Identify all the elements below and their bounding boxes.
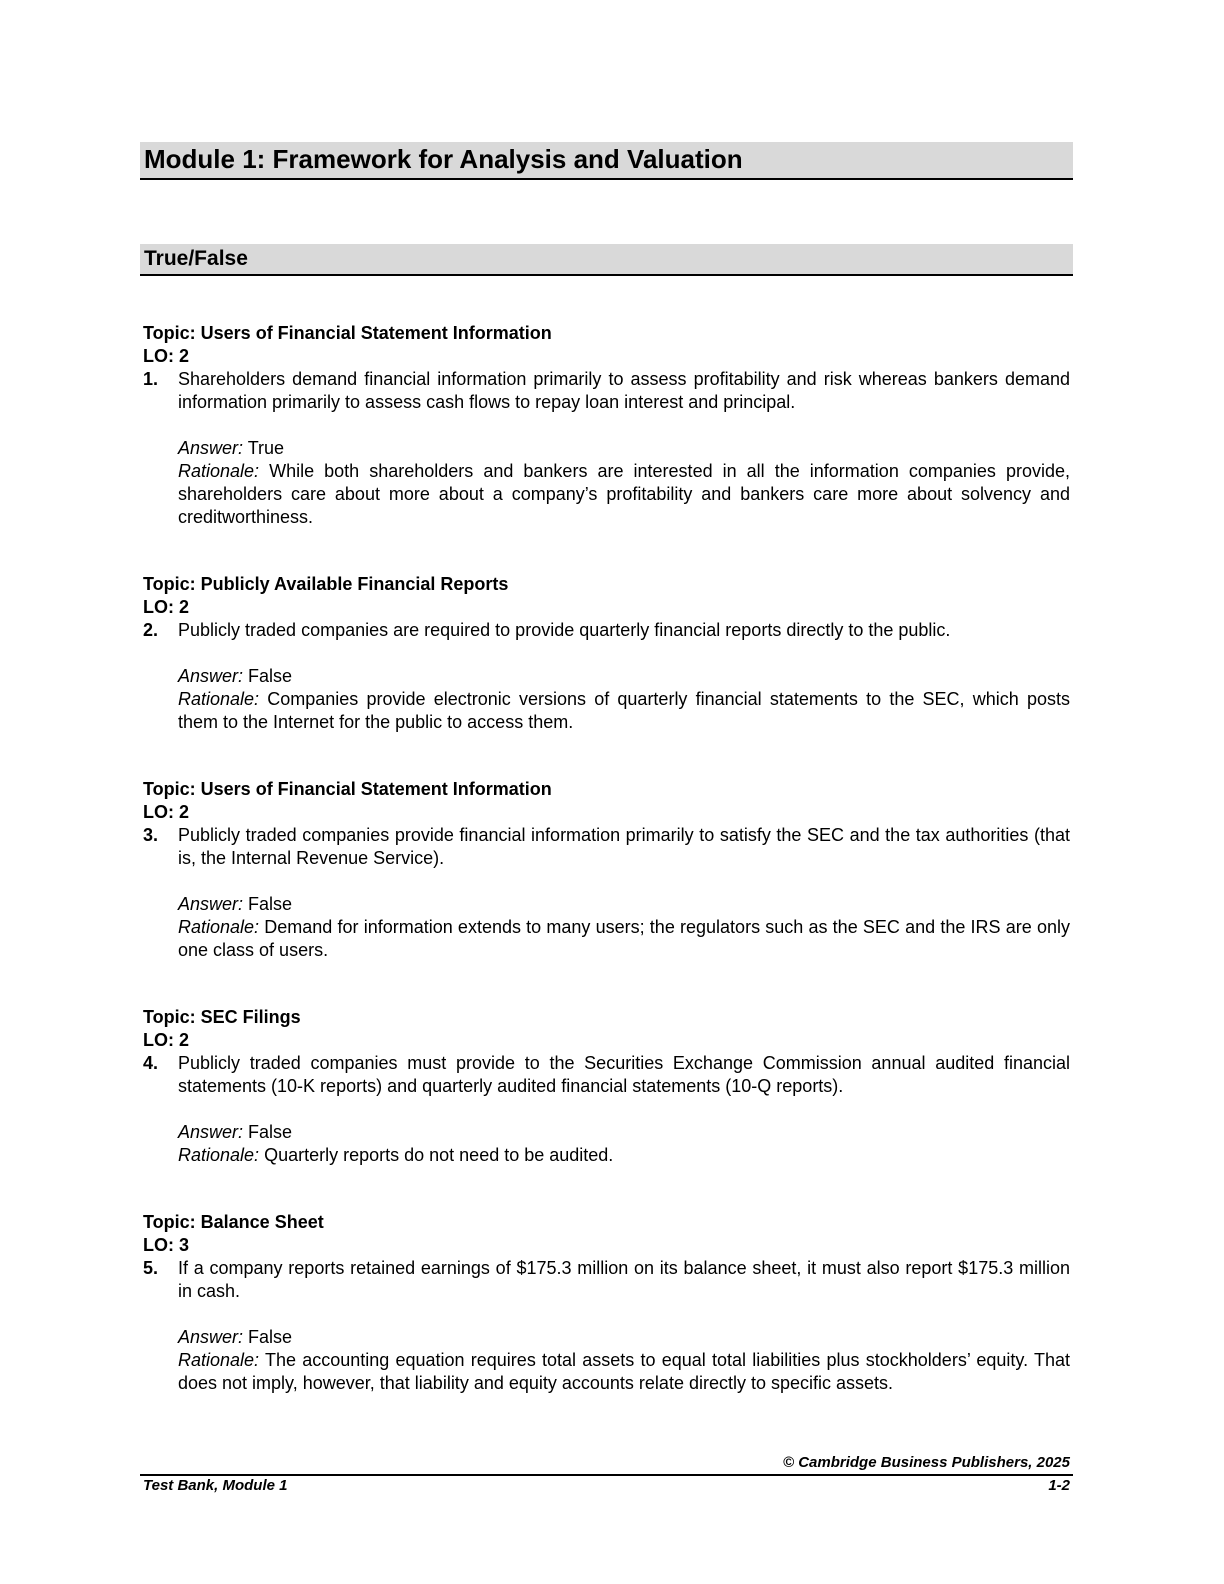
- answer-value: False: [248, 666, 293, 686]
- question-item: [140, 1006, 1073, 1167]
- question-topic: Topic: Users of Financial Statement Information: [143, 323, 552, 343]
- question-item: [140, 322, 1073, 529]
- question-row: [143, 824, 1070, 870]
- question-row: [143, 1257, 1070, 1303]
- page-content: [140, 142, 1073, 1439]
- answer-label: Answer:: [178, 1122, 244, 1142]
- rationale-label: Rationale:: [178, 689, 260, 709]
- answer-value: False: [248, 894, 293, 914]
- question-number: 1.: [143, 369, 159, 389]
- answer-label: Answer:: [178, 1327, 244, 1347]
- question-row: [143, 368, 1070, 414]
- answer-block: [178, 665, 1070, 734]
- question-item: [140, 1211, 1073, 1395]
- answer-label: Answer:: [178, 666, 244, 686]
- question-row: [143, 1052, 1070, 1098]
- question-number: 4.: [143, 1053, 159, 1073]
- answer-block: [178, 1121, 1070, 1167]
- question-text: Publicly traded companies are required to provide quarterly financial reports directly to the public.: [178, 620, 951, 640]
- answer-block: [178, 1326, 1070, 1395]
- question-number: 2.: [143, 620, 159, 640]
- learning-objective: LO: 2: [143, 346, 190, 366]
- learning-objective: LO: 2: [143, 1030, 190, 1050]
- rationale-label: Rationale:: [178, 1350, 260, 1370]
- rationale-label: Rationale:: [178, 917, 260, 937]
- answer-block: [178, 893, 1070, 962]
- answer-value: False: [248, 1122, 293, 1142]
- question-number: 5.: [143, 1258, 159, 1278]
- answer-line: [178, 1121, 1070, 1144]
- module-title: Module 1: Framework for Analysis and Valuation: [140, 142, 1073, 180]
- question-number: 3.: [143, 825, 159, 845]
- section-title: True/False: [140, 244, 1073, 276]
- question-topic: Topic: Publicly Available Financial Reports: [143, 574, 509, 594]
- learning-objective: LO: 2: [143, 597, 190, 617]
- rationale-text: While both shareholders and bankers are interested in all the information companies provide, shareholders care about more about a company’s profitability and bankers care more about solvency and creditworthiness.: [178, 461, 1070, 527]
- answer-block: [178, 437, 1070, 529]
- rationale-line: [178, 1144, 1070, 1167]
- rationale-line: [178, 1349, 1070, 1395]
- footer-book-title: Test Bank, Module 1: [143, 1477, 288, 1494]
- question-row: [143, 619, 1070, 642]
- answer-label: Answer:: [178, 894, 244, 914]
- copyright-notice: © Cambridge Business Publishers, 2025: [783, 1454, 1070, 1471]
- rationale-label: Rationale:: [178, 1145, 260, 1165]
- answer-line: [178, 665, 1070, 688]
- rationale-line: [178, 460, 1070, 529]
- rationale-text: The accounting equation requires total assets to equal total liabilities plus stockholders’ equity. That does not imply, however, that liability and equity accounts relate directly to specific assets.: [178, 1350, 1070, 1393]
- question-topic: Topic: SEC Filings: [143, 1007, 301, 1027]
- question-topic: Topic: Balance Sheet: [143, 1212, 324, 1232]
- question-topic: Topic: Users of Financial Statement Information: [143, 779, 552, 799]
- rationale-label: Rationale:: [178, 461, 260, 481]
- learning-objective: LO: 2: [143, 802, 190, 822]
- answer-line: [178, 1326, 1070, 1349]
- answer-line: [178, 437, 1070, 460]
- rationale-line: [178, 916, 1070, 962]
- question-text: Publicly traded companies must provide to the Securities Exchange Commission annual audited financial statements (10-K reports) and quarterly audited financial statements (10-Q reports).: [178, 1053, 1070, 1096]
- question-text: Publicly traded companies provide financial information primarily to satisfy the SEC and the tax authorities (that is, the Internal Revenue Service).: [178, 825, 1070, 868]
- question-list: [140, 322, 1073, 1395]
- page-number: 1-2: [1048, 1477, 1070, 1494]
- question-text: If a company reports retained earnings of $175.3 million on its balance sheet, it must also report $175.3 million in cash.: [178, 1258, 1070, 1301]
- rationale-text: Quarterly reports do not need to be audited.: [264, 1145, 614, 1165]
- page-footer: [140, 1452, 1073, 1496]
- rationale-line: [178, 688, 1070, 734]
- answer-line: [178, 893, 1070, 916]
- rationale-text: Companies provide electronic versions of quarterly financial statements to the SEC, which posts them to the Internet for the public to access them.: [178, 689, 1070, 732]
- answer-label: Answer:: [178, 438, 244, 458]
- question-item: [140, 573, 1073, 734]
- learning-objective: LO: 3: [143, 1235, 190, 1255]
- answer-value: True: [247, 438, 285, 458]
- question-item: [140, 778, 1073, 962]
- rationale-text: Demand for information extends to many users; the regulators such as the SEC and the IRS are only one class of users.: [178, 917, 1070, 960]
- question-text: Shareholders demand financial information primarily to assess profitability and risk whereas bankers demand information primarily to assess cash flows to repay loan interest and principal.: [178, 369, 1070, 412]
- answer-value: False: [248, 1327, 293, 1347]
